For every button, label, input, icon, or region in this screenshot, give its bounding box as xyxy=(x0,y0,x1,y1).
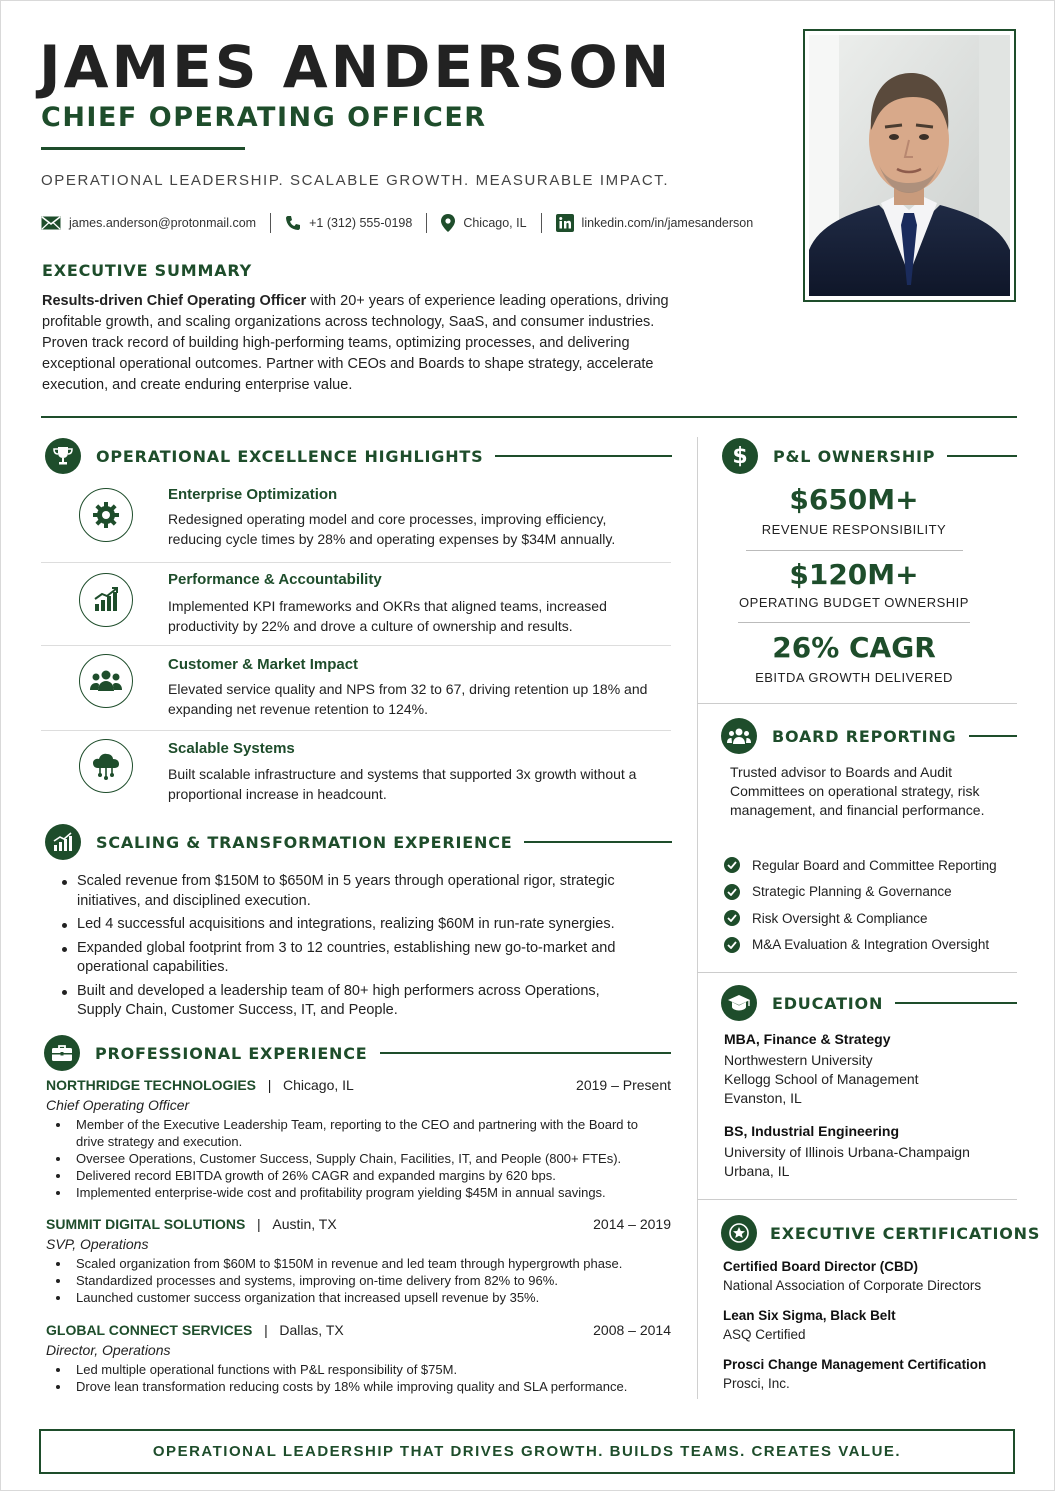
profile-photo xyxy=(809,35,1010,296)
school-line: Northwestern University xyxy=(724,1052,873,1068)
check-icon xyxy=(724,937,740,953)
degree: MBA, Finance & Strategy xyxy=(724,1031,891,1047)
list-item: Built and developed a leadership team of 80+ high performers across Operations, Supply Chain, Customer Success, IT, and People. xyxy=(42,982,642,1021)
contact-phone[interactable] xyxy=(285,215,412,231)
company-name: GLOBAL CONNECT SERVICES xyxy=(46,1322,253,1338)
certification-name: Certified Board Director (CBD) xyxy=(723,1259,919,1274)
linkedin-icon xyxy=(556,214,574,232)
list-item: Led 4 successful acquisitions and integrations, realizing $60M in run-rate synergies. xyxy=(42,915,642,935)
award-badge-icon xyxy=(721,1215,757,1251)
certification-issuer: Prosci, Inc. xyxy=(723,1376,790,1391)
divider xyxy=(746,550,963,551)
list-item: Scaled organization from $60M to $150M in revenue and led team through hypergrowth phase. xyxy=(46,1255,671,1272)
candidate-name: JAMES ANDERSON xyxy=(39,33,673,101)
scaling-heading: SCALING & TRANSFORMATION EXPERIENCE xyxy=(96,832,513,852)
list-item: Oversee Operations, Customer Success, Supply Chain, Facilities, IT, and People (800+ FTEs). xyxy=(46,1150,646,1167)
stat-label: OPERATING BUDGET OWNERSHIP xyxy=(739,595,969,610)
job-title: Chief Operating Officer xyxy=(46,1097,190,1113)
highlights-heading: OPERATIONAL EXCELLENCE HIGHLIGHTS xyxy=(96,446,484,466)
envelope-icon xyxy=(41,216,61,230)
board-checklist xyxy=(724,852,997,958)
heading-rule xyxy=(969,735,1018,737)
job-dates: 2008 – 2014 xyxy=(593,1322,671,1338)
contact-linkedin[interactable] xyxy=(556,214,754,232)
list-item: Led multiple operational functions with P&L responsibility of $75M. xyxy=(46,1361,671,1378)
heading-rule xyxy=(947,455,1017,457)
experience-heading: PROFESSIONAL EXPERIENCE xyxy=(95,1043,368,1063)
title-underline xyxy=(41,147,245,150)
board-header xyxy=(721,718,1017,754)
stat-block xyxy=(738,558,970,610)
check-icon xyxy=(724,910,740,926)
stat-block xyxy=(738,483,970,537)
contact-bar xyxy=(41,211,753,235)
dollar-icon: $ xyxy=(722,438,758,474)
stat-value: $650M+ xyxy=(789,483,919,516)
tagline: OPERATIONAL LEADERSHIP. SCALABLE GROWTH. MEASURABLE IMPACT. xyxy=(41,172,670,189)
highlight-item xyxy=(41,571,671,641)
divider xyxy=(41,562,671,563)
gear-icon xyxy=(79,488,133,542)
experience-header xyxy=(44,1035,671,1071)
school-line: Kellogg School of Management xyxy=(724,1071,919,1087)
list-item-text: M&A Evaluation & Integration Oversight xyxy=(752,937,990,953)
stat-block xyxy=(738,631,970,685)
linkedin-text: linkedin.com/in/jamesanderson xyxy=(581,216,754,230)
footer-banner: OPERATIONAL LEADERSHIP THAT DRIVES GROWTH. BUILDS TEAMS. CREATES VALUE. xyxy=(39,1429,1015,1474)
job-entry xyxy=(46,1322,671,1395)
heading-rule xyxy=(524,841,672,843)
check-icon xyxy=(724,884,740,900)
scaling-header xyxy=(45,824,672,860)
heading-rule xyxy=(380,1052,671,1054)
cloud-network-icon xyxy=(79,739,133,793)
stat-value: 26% CAGR xyxy=(772,631,936,664)
job-location: Dallas, TX xyxy=(279,1322,344,1338)
list-item xyxy=(724,932,997,959)
job-title: SVP, Operations xyxy=(46,1236,149,1252)
summary-lead: Results-driven Chief Operating Officer xyxy=(42,293,307,309)
phone-icon xyxy=(285,215,301,231)
summary-body: with 20+ years of experience leading operations, driving profitable growth, and scaling organizations across technology, SaaS, and consumer industries. Proven track record of building high-performing teams, optimizing processes, and delivering exceptional operational outcomes. Partner with CEOs and Boards to shape strategy, accelerate execution, and create enduring enterprise value. xyxy=(42,293,669,393)
school-line: Evanston, IL xyxy=(724,1090,802,1106)
list-item: Expanded global footprint from 3 to 12 countries, establishing new go-to-market and operational capabilities. xyxy=(42,939,642,978)
job-dates: 2014 – 2019 xyxy=(593,1216,671,1232)
list-item: Scaled revenue from $150M to $650M in 5 years through operational rigor, strategic initiatives, and disciplined execution. xyxy=(42,872,642,911)
certification-issuer: ASQ Certified xyxy=(723,1327,806,1342)
highlight-text: Implemented KPI frameworks and OKRs that aligned teams, increased productivity by 22% and drove a culture of ownership and results. xyxy=(168,598,607,634)
certifications-header xyxy=(721,1215,1041,1251)
divider xyxy=(41,645,671,646)
education-entry xyxy=(724,1122,970,1181)
job-title: CHIEF OPERATING OFFICER xyxy=(41,102,487,133)
education-heading: EDUCATION xyxy=(772,993,884,1013)
divider xyxy=(697,1199,1017,1200)
list-item-text: Strategic Planning & Governance xyxy=(752,884,952,900)
job-entry xyxy=(46,1216,671,1306)
location-text: Chicago, IL xyxy=(463,216,527,230)
graduation-cap-icon xyxy=(721,985,757,1021)
highlight-heading: Enterprise Optimization xyxy=(168,486,338,503)
certification-name: Prosci Change Management Certification xyxy=(723,1357,987,1372)
highlight-heading: Customer & Market Impact xyxy=(168,656,359,673)
certification-issuer: National Association of Corporate Directors xyxy=(723,1278,982,1293)
stat-value: $120M+ xyxy=(789,558,919,591)
people-icon xyxy=(79,654,133,708)
column-divider xyxy=(697,437,698,1399)
email-text: james.anderson@protonmail.com xyxy=(69,216,257,230)
heading-rule xyxy=(895,1002,1017,1004)
list-item-text: Regular Board and Committee Reporting xyxy=(752,857,997,873)
map-pin-icon xyxy=(441,214,455,232)
education-entry xyxy=(724,1030,919,1108)
divider xyxy=(426,213,427,233)
list-item xyxy=(724,852,997,879)
list-item: Member of the Executive Leadership Team, reporting to the CEO and partnering with the Board to drive strategy and execution. xyxy=(46,1116,646,1150)
divider xyxy=(738,622,970,623)
list-item xyxy=(724,879,997,906)
highlights-header xyxy=(45,438,672,474)
bar-chart-icon xyxy=(45,824,81,860)
highlight-text: Redesigned operating model and core processes, improving efficiency, reducing cycle times by 28% and operating expenses by $34M annually. xyxy=(168,511,616,547)
school-line: University of Illinois Urbana-Champaign xyxy=(724,1144,970,1160)
school-line: Urbana, IL xyxy=(724,1163,790,1179)
pl-header xyxy=(722,438,1017,474)
highlight-text: Elevated service quality and NPS from 32 to 67, driving retention up 18% and expanding net revenue retention to 124%. xyxy=(168,681,648,717)
briefcase-icon xyxy=(44,1035,80,1071)
scaling-list xyxy=(42,872,642,1025)
separator: | xyxy=(267,1077,272,1093)
group-icon xyxy=(721,718,757,754)
divider xyxy=(41,730,671,731)
degree: BS, Industrial Engineering xyxy=(724,1123,900,1139)
job-location: Austin, TX xyxy=(272,1216,337,1232)
pl-heading: P&L OWNERSHIP xyxy=(773,446,936,466)
board-description: Trusted advisor to Boards and Audit Committees on operational strategy, risk management, and financial performance. xyxy=(730,764,985,818)
list-item-text: Risk Oversight & Compliance xyxy=(752,910,928,926)
highlight-item xyxy=(41,486,671,556)
separator: | xyxy=(264,1322,268,1338)
certification-entry xyxy=(723,1306,896,1344)
phone-text: +1 (312) 555-0198 xyxy=(309,216,413,230)
highlight-heading: Performance & Accountability xyxy=(168,571,382,588)
growth-chart-icon xyxy=(79,573,133,627)
summary-heading: EXECUTIVE SUMMARY xyxy=(42,261,253,280)
company-name: SUMMIT DIGITAL SOLUTIONS xyxy=(46,1216,246,1232)
board-heading: BOARD REPORTING xyxy=(772,726,957,746)
trophy-icon xyxy=(45,438,81,474)
list-item: Drove lean transformation reducing costs by 18% while improving quality and SLA performance. xyxy=(46,1378,671,1395)
section-divider xyxy=(41,416,1017,418)
stat-label: REVENUE RESPONSIBILITY xyxy=(761,522,947,537)
highlight-item xyxy=(41,740,671,810)
job-dates: 2019 – Present xyxy=(576,1077,671,1093)
certification-name: Lean Six Sigma, Black Belt xyxy=(723,1308,896,1323)
list-item: Standardized processes and systems, improving on-time delivery from 82% to 96%. xyxy=(46,1272,671,1289)
job-entry xyxy=(46,1077,671,1201)
certification-entry xyxy=(723,1257,981,1295)
certifications-heading: EXECUTIVE CERTIFICATIONS xyxy=(770,1223,1041,1243)
list-item: Launched customer success organization that increased upsell revenue by 35%. xyxy=(46,1289,671,1306)
highlight-heading: Scalable Systems xyxy=(168,740,295,757)
contact-location xyxy=(441,214,526,232)
divider xyxy=(270,213,271,233)
list-item xyxy=(724,905,997,932)
certification-entry xyxy=(723,1355,986,1393)
stat-label: EBITDA GROWTH DELIVERED xyxy=(755,670,953,685)
divider xyxy=(697,703,1017,704)
highlight-text: Built scalable infrastructure and systems that supported 3x growth without a proportional increase in headcount. xyxy=(168,766,637,802)
divider xyxy=(541,213,542,233)
heading-rule xyxy=(495,455,672,457)
divider xyxy=(697,972,1017,973)
job-title: Director, Operations xyxy=(46,1342,171,1358)
company-name: NORTHRIDGE TECHNOLOGIES xyxy=(46,1077,257,1093)
summary-text xyxy=(42,291,692,396)
separator: | xyxy=(257,1216,261,1232)
contact-email[interactable] xyxy=(41,216,256,230)
job-location: Chicago, IL xyxy=(283,1077,354,1093)
list-item: Delivered record EBITDA growth of 26% CAGR and expanded margins by 620 bps. xyxy=(46,1167,646,1184)
education-header xyxy=(721,985,1017,1021)
profile-photo-frame xyxy=(803,29,1016,302)
highlight-item xyxy=(41,656,671,726)
list-item: Implemented enterprise-wide cost and profitability program yielding $45M in annual savings. xyxy=(46,1184,646,1201)
check-icon xyxy=(724,857,740,873)
